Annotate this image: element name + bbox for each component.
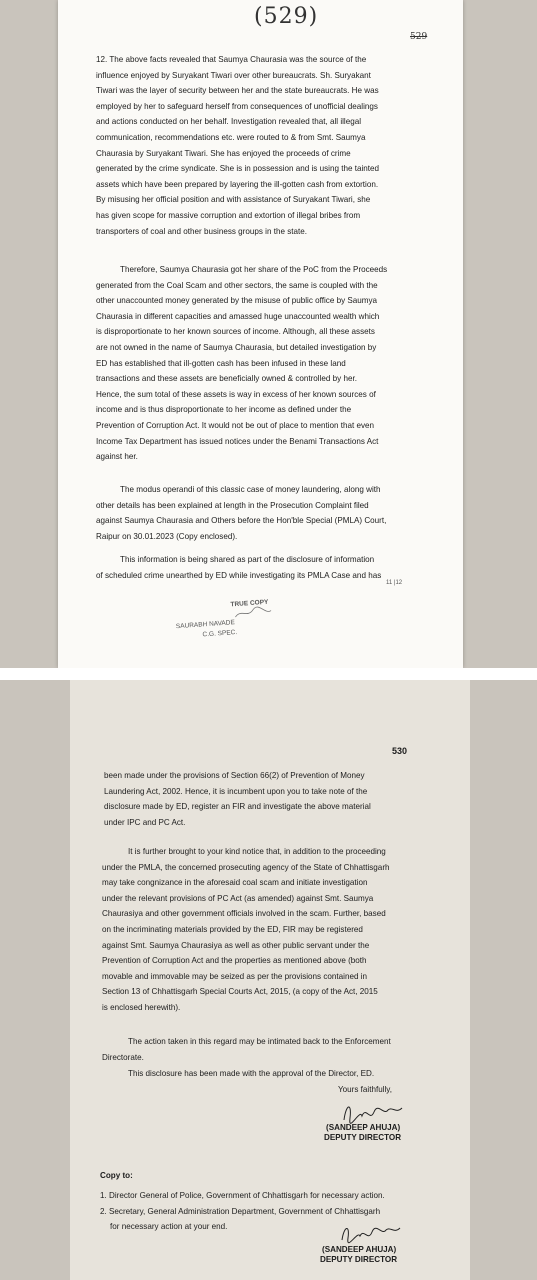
signer-name: (SANDEEP AHUJA) [326, 1123, 401, 1132]
para-line: is disproportionate to her known sources of income. Although, all these assets [96, 327, 375, 337]
para-line: other unaccounted money generated by the misuse of public office by Saumya [96, 296, 378, 306]
para-line: under the PMLA, the concerned prosecuting agency of the State of Chhattisgarh [102, 862, 390, 872]
copy-item: for necessary action at your end. [110, 1222, 228, 1232]
stamp-line: TRUE COPY [230, 598, 269, 609]
para-line: Laundering Act, 2002. Hence, it is incumbent upon you to take note of the [104, 786, 368, 796]
para-line: on the incriminating materials provided by the ED, FIR may be registered [102, 924, 363, 934]
copy-item: 1. Director General of Police, Government of Chhattisgarh for necessary action. [100, 1191, 385, 1200]
para-line: has given scope for massive corruption and extortion of illegal bribes from [96, 210, 361, 220]
yours-faithfully: Yours faithfully, [338, 1085, 392, 1094]
para-line: Therefore, Saumya Chaurasia got her share of the PoC from the Proceeds [120, 265, 388, 274]
para-line: assets which have been prepared by layering the ill-gotten cash from extortion. [96, 179, 379, 189]
paragraph-continued [104, 768, 444, 830]
paragraph-info [96, 552, 441, 583]
para-line: This disclosure has been made with the approval of the Director, ED. [128, 1069, 375, 1078]
paragraph-disclosure [128, 1066, 448, 1082]
para-line: ED has established that ill-gotten cash has been infused in these land [96, 358, 346, 368]
para-line: 12. The above facts revealed that Saumya Chaurasia was the source of the [96, 55, 367, 64]
para-line: The action taken in this regard may be intimated back to the Enforcement [128, 1037, 391, 1046]
document-page-2 [70, 680, 470, 1280]
signer2-title: DEPUTY DIRECTOR [320, 1255, 398, 1264]
page-separator [0, 668, 537, 680]
para-line: Chaurasia in different capacities and amassed huge unaccounted wealth which [96, 311, 380, 321]
para-line: generated from the Coal Scam and other sectors, the same is coupled with the [96, 280, 378, 290]
paragraph-further [102, 844, 444, 1016]
corner-page-number: 529 [410, 32, 428, 42]
para-line: employed by her to safeguard herself from consequences of unofficial dealings [96, 101, 378, 111]
stamp-scribble-icon [233, 604, 274, 621]
para-line: Raipur on 30.01.2023 (Copy enclosed). [96, 531, 238, 541]
paragraph-12 [96, 52, 441, 239]
para-line: been made under the provisions of Section 66(2) of Prevention of Money [104, 771, 365, 780]
paragraph-action [102, 1034, 444, 1065]
para-line: Tiwari was the layer of security between her and the state bureaucrats. He was [96, 86, 379, 96]
para-line: By misusing her official position and with assistance of Suryakant Tiwari, she [96, 195, 371, 205]
para-line: transporters of coal and other business groups in the state. [96, 226, 308, 236]
para-line: other details has been explained at length in the Prosecution Complaint filed [96, 500, 369, 510]
para-line: It is further brought to your kind notice that, in addition to the proceeding [128, 847, 386, 856]
para-line: Prevention of Corruption Act. It would not be out of place to mention that even [96, 420, 375, 430]
para-line: generated by the crime syndicate. She is in possession and is using the tainted [96, 164, 380, 174]
para-line: Section 13 of Chhattisgarh Special Courts Act, 2015, (a copy of the Act, 2015 [102, 987, 378, 997]
para-line: under the relevant provisions of PC Act (as amended) against Smt. Saumya [102, 893, 374, 903]
para-line: income and is thus disproportionate to her income as defined under the [96, 405, 352, 415]
true-copy-stamp [174, 595, 327, 655]
para-line: against Saumya Chaurasia and Others before the Hon'ble Special (PMLA) Court, [96, 516, 387, 526]
para-line: influence enjoyed by Suryakant Tiwari over other bureaucrats. Sh. Suryakant [96, 70, 371, 80]
para-line: Hence, the sum total of these assets is way in excess of her known sources of [96, 389, 376, 399]
para-line: Directorate. [102, 1052, 144, 1062]
para-line: against Smt. Saumya Chaurasiya as well as other public servant under the [102, 940, 370, 950]
para-line: transactions and these assets are beneficially owned & controlled by her. [96, 374, 357, 384]
para-line: are not owned in the name of Saumya Chaurasia, but detailed investigation by [96, 342, 377, 352]
document-page-1 [58, 0, 463, 668]
para-line: disclosure made by ED, register an FIR and investigate the above material [104, 802, 371, 812]
stamp-line: C.G. SPEC. [202, 628, 238, 639]
para-line: against her. [96, 452, 138, 462]
para-line: The modus operandi of this classic case of money laundering, along with [120, 485, 381, 494]
para-line: may take congnizance in the aforesaid coal scam and initiate investigation [102, 878, 368, 888]
stamp-line: SAURABH NAVADE [175, 619, 236, 631]
para-line: of scheduled crime unearthed by ED while investigating its PMLA Case and has [96, 570, 382, 580]
paragraph-therefore [96, 262, 441, 465]
para-line: This information is being shared as part of the disclosure of information [120, 555, 375, 564]
paragraph-modus [96, 482, 441, 544]
para-line: under IPC and PC Act. [104, 817, 186, 827]
page-number: 530 [392, 746, 408, 756]
signer-title: DEPUTY DIRECTOR [324, 1133, 402, 1142]
small-page-note: 11 |12 [386, 580, 403, 586]
copy-to-label: Copy to: [100, 1171, 133, 1180]
para-line: Prevention of Corruption Act and the properties as mentioned above (both [102, 956, 367, 966]
para-line: Chaurasia by Suryakant Tiwari. She has enjoyed the proceeds of crime [96, 148, 351, 158]
para-line: movable and immovable may be seized as per the provisions contained in [102, 971, 367, 981]
signer2-name: (SANDEEP AHUJA) [322, 1245, 397, 1254]
handwritten-page-number: (529) [254, 4, 319, 29]
para-line: and actions conducted on her behalf. Investigation revealed that, all illegal [96, 117, 362, 127]
copy-item: 2. Secretary, General Administration Department, Government of Chhattisgarh [100, 1206, 381, 1216]
para-line: Chaurasiya and other government officials involved in the scam. Further, based [102, 909, 386, 919]
para-line: Income Tax Department has issued notices under the Benami Transactions Act [96, 436, 379, 446]
para-line: communication, recommendations etc. were routed to & from Smt. Saumya [96, 132, 366, 142]
para-line: is enclosed herewith). [102, 1002, 181, 1012]
